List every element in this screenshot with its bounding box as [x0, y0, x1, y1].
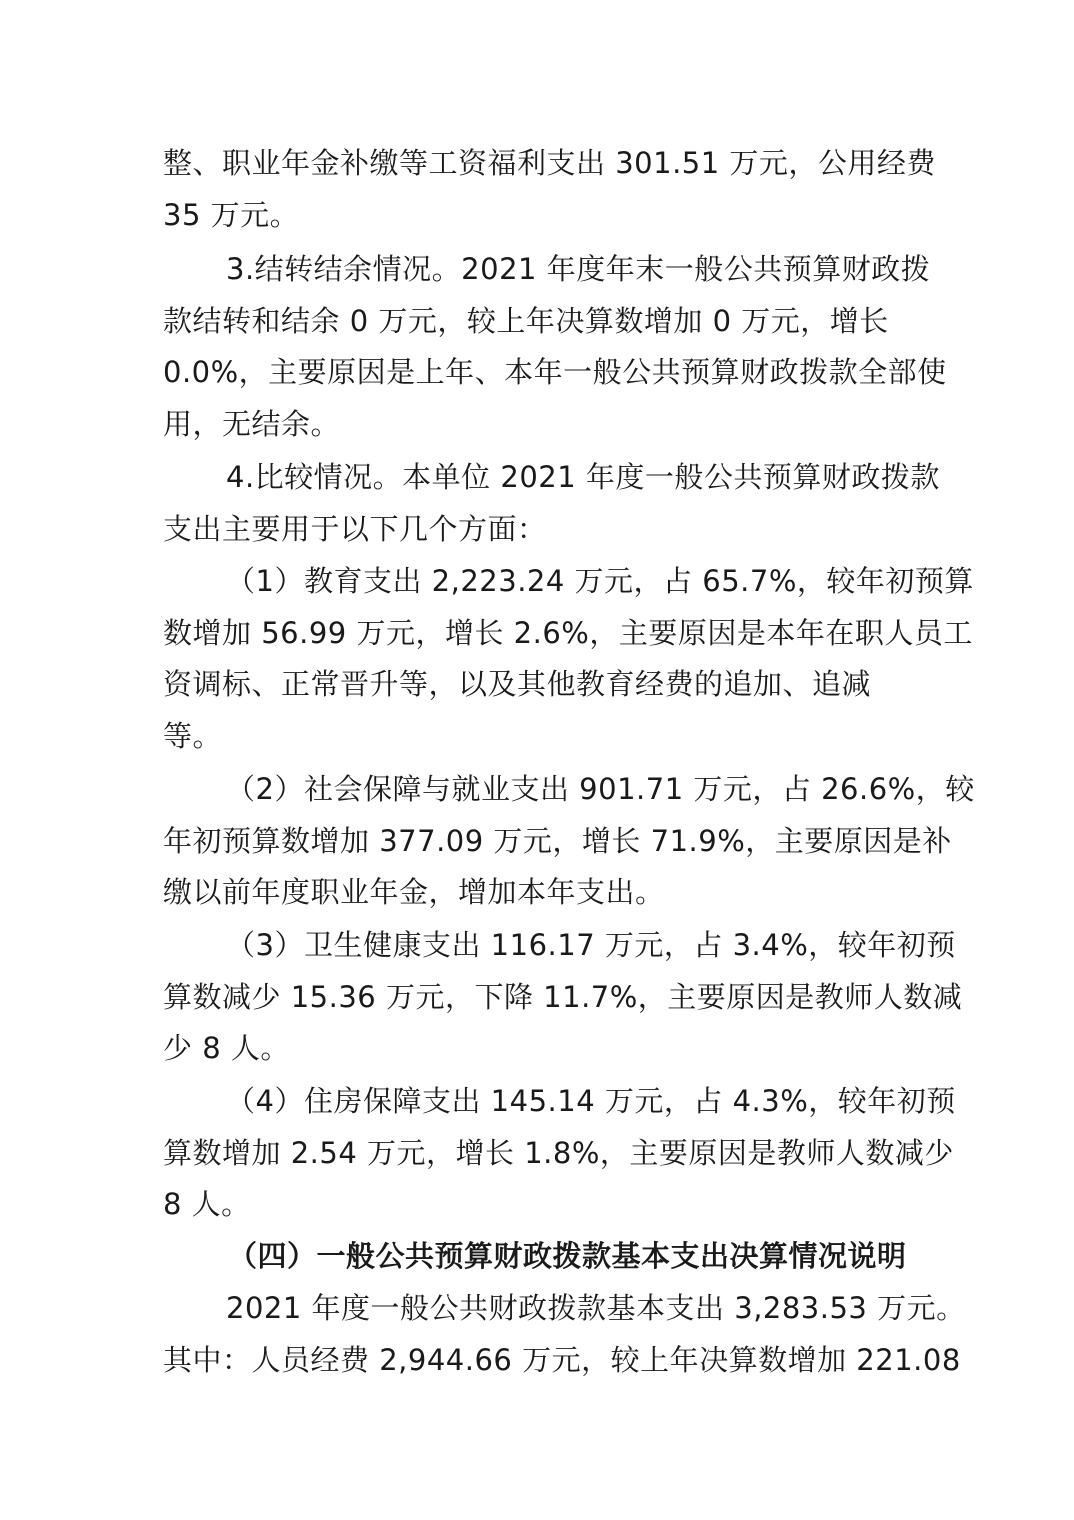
text-line: （1）教育支出 2,223.24 万元，占 65.7%，较年初预算: [226, 564, 974, 598]
text-line: 缴以前年度职业年金，增加本年支出。: [163, 875, 665, 909]
text-line: 8 人。: [163, 1187, 251, 1221]
text-line: （4）住房保障支出 145.14 万元，占 4.3%，较年初预: [226, 1084, 956, 1118]
text-line: 4.比较情况。本单位 2021 年度一般公共预算财政拨款: [226, 460, 940, 494]
text-line: 算数增加 2.54 万元，增长 1.8%，主要原因是教师人数减少: [163, 1136, 954, 1170]
text-line: 年初预算数增加 377.09 万元，增长 71.9%，主要原因是补: [163, 824, 952, 858]
text-line: 整、职业年金补缴等工资福利支出 301.51 万元，公用经费: [163, 146, 936, 180]
section-heading: （四）一般公共预算财政拨款基本支出决算情况说明: [228, 1239, 907, 1273]
text-line: 支出主要用于以下几个方面：: [163, 512, 547, 546]
text-line: 3.结转结余情况。2021 年度年末一般公共预算财政拨: [226, 252, 931, 286]
text-line: （3）卫生健康支出 116.17 万元，占 3.4%，较年初预: [226, 928, 956, 962]
text-line: 0.0%，主要原因是上年、本年一般公共预算财政拨款全部使: [163, 355, 947, 389]
text-line: （2）社会保障与就业支出 901.71 万元，占 26.6%，较: [226, 772, 975, 806]
text-line: 其中：人员经费 2,944.66 万元，较上年决算数增加 221.08: [163, 1343, 961, 1377]
text-line: 资调标、正常晋升等，以及其他教育经费的追加、追减: [163, 667, 872, 701]
text-line: 算数减少 15.36 万元，下降 11.7%，主要原因是教师人数减: [163, 980, 963, 1014]
text-line: 少 8 人。: [163, 1031, 290, 1065]
text-line: 35 万元。: [163, 198, 300, 232]
text-line: 款结转和结余 0 万元，较上年决算数增加 0 万元，增长: [163, 304, 889, 338]
text-line: 2021 年度一般公共财政拨款基本支出 3,283.53 万元。: [226, 1291, 966, 1325]
text-line: 数增加 56.99 万元，增长 2.6%，主要原因是本年在职人员工: [163, 616, 973, 650]
text-line: 等。: [163, 719, 223, 753]
text-line: 用，无结余。: [163, 407, 341, 441]
